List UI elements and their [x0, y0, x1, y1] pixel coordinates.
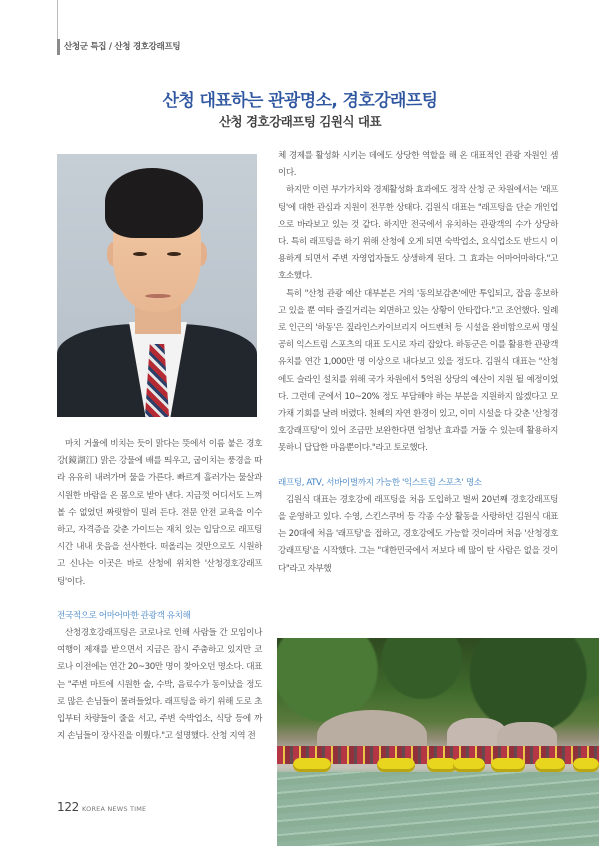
left-column	[57, 436, 262, 745]
photo-raft	[377, 758, 415, 772]
portrait-mouth	[145, 294, 171, 298]
photo-water	[277, 772, 599, 846]
section-label: 산청군 특집 / 산청 경호강래프팅	[57, 39, 180, 55]
portrait-photo	[57, 154, 257, 417]
page-number: 122	[57, 800, 80, 814]
portrait-hair	[105, 168, 203, 238]
article-title: 산청 대표하는 관광명소, 경호강래프팅	[162, 91, 438, 111]
photo-raft	[293, 758, 331, 772]
article-subtitle: 산청 경호강래프팅 김원식 대표	[218, 114, 382, 129]
section-subhead: 래프팅, ATV, 서바이벌까지 가능한 '익스트림 스포츠' 명소	[278, 477, 482, 488]
body-paragraph: 산청경호강래프팅은 코로나로 인해 사람들 간 모임이나 여행이 제재를 받으면서 지금은 잠시 주춤하고 있지만 코로나 이전에는 연간 20~30만 명이 찾아오던 명소다. 대표는 "주변 마트에 시원한 술, 수박, 음료수가 동이났을 정도로 많은 손님들이 몰려들었다. 래프팅을 하기 위해 도로 초입부터 차량들이 줄을 서고, 주변 숙박업소, 식당 등에 까지 손님들이 장사진을 이뤘다."고 설명했다. 산청 지역 전	[57, 628, 262, 742]
body-paragraph: 특히 "산청 관광 예산 대부분은 거의 '동의보감촌'에만 투입되고, 잡음 홍보하고 있을 뿐 여타 즐길거리는 외면하고 있는 상황이 안타깝다."고 조언했다. 일례로 인근의 '하동'은 짚라인스카이브리지 어드벤처 등 시설을 완비함으로써 명실공히 익스트림 스포츠의 대표 도시로 자리 잡았다. 하동군은 이를 활용한 관광객 유치를 연간 1,000만 명 이상으로 내다보고 있을 정도다. 김원식 대표는 "산청에도 슬라인 설치를 위해 국가 차원에서 5억원 상당의 예산이 지원 될 예정이었다. 그런데 군에서 10~20% 정도 부담해야 하는 부분을 지원하지 않겠다고 모가채 기회를 날려 버렸다. 천혜의 자연 환경이 있고, 이미 시설을 다 갖춘 '산청경호강래프팅'이 있어 조금만 보완한다면 엄청난 효과를 거둘 수 있는데 활용하지 못하니 답답한 마음뿐이다."라고 토로했다.	[278, 288, 558, 454]
magazine-name: KOREA NEWS TIME	[82, 805, 147, 813]
right-column	[278, 148, 558, 578]
page-footer	[57, 800, 146, 814]
portrait-eye	[133, 252, 147, 256]
photo-raft	[453, 758, 485, 772]
portrait-eye	[167, 252, 181, 256]
photo-raft	[573, 758, 599, 772]
rafting-photo	[277, 638, 599, 846]
body-paragraph: 하지만 이런 부가가치와 경제활성화 효과에도 정작 산청 군 차원에서는 '래프팅'에 대한 관심과 지원이 전무한 상태다. 김원식 대표는 "래프팅을 단순 개인업으로 바라보고 있는 것 같다. 하지만 전국에서 유치하는 관광객의 수가 상당하다. 특히 래프팅을 하기 위해 산청에 오게 되면 숙박업소, 요식업소도 반드시 이용하게 되면서 주변 자영업자들도 상생하게 된다. 그 효과는 어마어마하다."고 호소했다.	[278, 185, 558, 282]
body-paragraph: 체 경제를 활성화 시키는 데에도 상당한 역할을 해 온 대표적인 관광 자원인 셈이다.	[278, 151, 558, 179]
section-rule-line	[57, 0, 58, 40]
section-subhead: 전국적으로 어마어마한 관광객 유치해	[57, 610, 191, 621]
body-paragraph: 마치 거울에 비치는 듯이 맑다는 뜻에서 이름 붙은 경호강(鏡湖江) 맑은 강물에 배를 띄우고, 굽이치는 풍경을 따라 유유히 내려가며 물을 가른다. 빠르게 흘러가는 물살과 시원한 바람을 온 몸으로 받아 낸다. 지금껏 어디서도 느껴볼 수 없었던 짜릿함이 밀려 든다. 전문 안전 교육을 이수하고, 자격증을 갖춘 가이드는 재치 있는 입담으로 래프팅 시간 내내 웃음을 선사한다. 떠올리는 것만으로도 시원하고 신나는 이곳은 바로 산청에 위치한 '산청경호강래프팅'이다.	[57, 439, 262, 587]
photo-raft	[491, 758, 525, 772]
photo-raft	[535, 758, 565, 772]
body-paragraph: 김원식 대표는 경호강에 래프팅을 처음 도입하고 벌써 20년째 경호강래프팅을 운영하고 있다. 수영, 스킨스쿠버 등 각종 수상 활동을 사랑하던 김원식 대표는 20대에 처음 '래프팅'을 접하고, 경호강에도 가능할 것이라며 처음 '산청경호강래프팅'을 시작했다. 그는 "대한민국에서 저보다 배 많이 탄 사람은 없을 것이다"라고 자부했	[278, 494, 558, 574]
